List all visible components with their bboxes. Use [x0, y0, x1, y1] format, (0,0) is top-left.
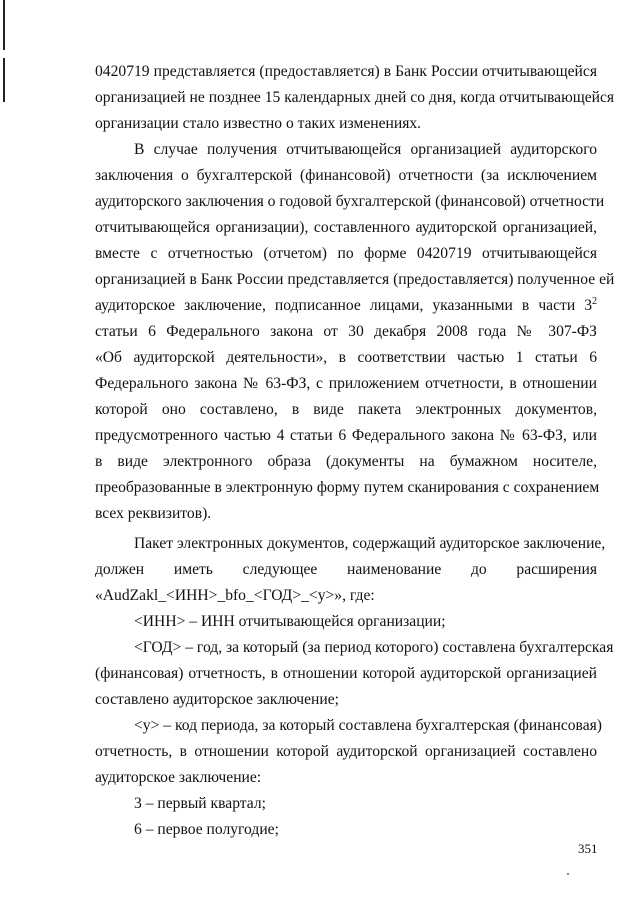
text-line: «AudZakl_<ИНН>_bfo_<ГОД>_<у>», где:: [95, 587, 375, 604]
definition-inn: <ИНН> – ИНН отчитывающейся организации;: [134, 613, 446, 630]
paragraph-start: В случае получения отчитывающейся организацией аудиторского: [134, 141, 597, 158]
text-line: заключения о бухгалтерской (финансовой) отчетности (за исключением: [95, 167, 597, 184]
text-line: составлено аудиторское заключение;: [95, 691, 339, 708]
text-line: в виде электронного образа (документы на бумажном носителе,: [95, 453, 597, 470]
period-code-item: 3 – первый квартал;: [134, 795, 266, 812]
text-line-with-superscript: [95, 296, 597, 316]
paragraph-start: Пакет электронных документов, содержащий аудиторское заключение,: [134, 535, 606, 552]
text-line: организации стало известно о таких изменениях.: [95, 115, 422, 132]
margin-mark-top: [3, 0, 5, 50]
text-line: аудиторское заключение:: [95, 769, 262, 786]
definition-period: <у> – код периода, за который составлена бухгалтерская (финансовая): [134, 717, 602, 734]
text-line: вместе с отчетностью (отчетом) по форме 0420719 отчитывающейся: [95, 245, 597, 262]
text-line: организацией не позднее 15 календарных дней со дня, когда отчитывающейся: [95, 89, 615, 106]
text-line: преобразованные в электронную форму путем сканирования с сохранением: [95, 479, 600, 496]
text-line: аудиторского заключения о годовой бухгалтерской (финансовой) отчетности: [95, 193, 605, 210]
superscript: 2: [592, 296, 597, 307]
definition-year: <ГОД> – год, за который (за период которого) составлена бухгалтерская: [134, 639, 614, 656]
text-line: всех реквизитов).: [95, 505, 212, 522]
text-line: должен иметь следующее наименование до расширения: [95, 561, 597, 578]
scan-speck: [567, 873, 569, 875]
page-number: 351: [578, 841, 598, 856]
text-line: статьи 6 Федерального закона от 30 декабря 2008 года № 307-ФЗ: [95, 323, 597, 340]
text-line: отчитывающейся организации), составленного аудиторской организацией,: [95, 219, 597, 236]
margin-mark-bottom: [3, 58, 5, 102]
text-line: Федерального закона № 63-ФЗ, с приложением отчетности, в отношении: [95, 375, 597, 392]
text-line: организацией в Банк России представляется (предоставляется) полученное ей: [95, 271, 615, 288]
text-line: (финансовая) отчетность, в отношении которой аудиторской организацией: [95, 665, 597, 682]
text-line: «Об аудиторской деятельности», в соответствии частью 1 статьи 6: [95, 349, 597, 366]
text-line: предусмотренного частью 4 статьи 6 Федерального закона № 63-ФЗ, или: [95, 427, 597, 444]
text-line: 0420719 представляется (предоставляется) в Банк России отчитывающейся: [95, 63, 597, 80]
period-code-item: 6 – первое полугодие;: [134, 821, 279, 838]
text-line: аудиторское заключение, подписанное лицами, указанными в части 3: [95, 297, 592, 314]
text-line: которой оно составлено, в виде пакета электронных документов,: [95, 401, 597, 418]
text-line: отчетность, в отношении которой аудиторской организацией составлено: [95, 743, 597, 760]
